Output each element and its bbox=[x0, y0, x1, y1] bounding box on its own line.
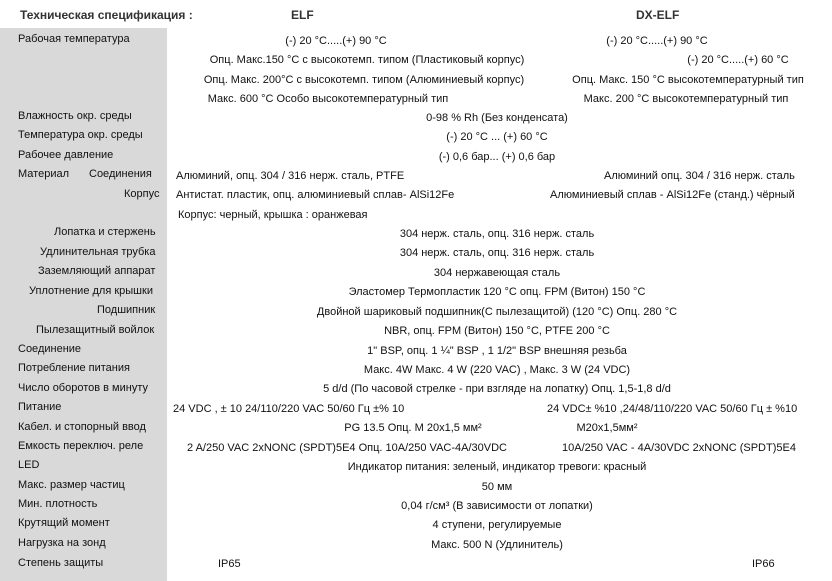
value-temp-elf-3: Опц. Макс. 200°C с высокотемп. типом (Алюминиевый корпус) bbox=[203, 74, 525, 86]
label-humidity: Влажность окр. среды bbox=[18, 110, 132, 122]
label-probe-load: Нагрузка на зонд bbox=[18, 537, 106, 549]
value-temp-dx-4: Макс. 200 °C высокотемпературный тип bbox=[583, 93, 789, 105]
value-temp-elf-1: (-) 20 °C.....(+) 90 °C bbox=[285, 35, 387, 47]
label-material: Материал bbox=[18, 168, 69, 180]
value-power-elf: 24 VDC , ± 10 24/110/220 VAC 50/60 Гц ±% 10 bbox=[173, 403, 405, 415]
value-connections-elf: Алюминий, опц. 304 / 316 нерж. сталь, PTFE bbox=[176, 170, 405, 182]
label-operating-pressure: Рабочее давление bbox=[18, 149, 114, 161]
value-min-density: 0,04 г/см³ (В зависимости от лопатки) bbox=[401, 500, 593, 512]
value-blade-shaft: 304 нерж. сталь, опц. 316 нерж. сталь bbox=[399, 228, 595, 240]
label-relay: Емкость переключ. реле bbox=[18, 440, 144, 452]
value-cable-elf: PG 13.5 Опц. M 20x1,5 мм² bbox=[344, 422, 482, 434]
value-temp-dx-3: Опц. Макс. 150 °C высокотемпературный тип bbox=[572, 74, 804, 86]
value-operating-pressure: (-) 0,6 бар... (+) 0,6 бар bbox=[438, 151, 556, 163]
value-housing-elf-color: Корпус: черный, крышка : оранжевая bbox=[178, 209, 368, 221]
column-header-elf: ELF bbox=[291, 8, 314, 22]
value-relay-elf: 2 A/250 VAC 2xNONC (SPDT)5E4 Опц. 10A/250 VAC-4A/30VDC bbox=[187, 442, 507, 454]
value-connections-dx: Алюминий опц. 304 / 316 нерж. сталь bbox=[604, 170, 795, 182]
value-grounding: 304 нержавеющая сталь bbox=[433, 267, 561, 279]
label-bearing: Подшипник bbox=[97, 304, 156, 316]
value-temp-dx-2: (-) 20 °C.....(+) 60 °C bbox=[687, 54, 789, 66]
label-blade-shaft: Лопатка и стержень bbox=[54, 226, 156, 238]
label-lid-seal: Уплотнение для крышки bbox=[29, 285, 153, 297]
label-torque: Крутящий момент bbox=[18, 517, 110, 529]
label-grounding: Заземляющий аппарат bbox=[38, 265, 156, 277]
label-connection: Соединение bbox=[18, 343, 82, 355]
value-power-consumption: Макс. 4W Макс. 4 W (220 VAC) , Макс. 3 W (24 VDC) bbox=[363, 364, 631, 376]
label-housing: Корпус bbox=[124, 188, 160, 200]
label-power-consumption: Потребление питания bbox=[18, 362, 130, 374]
value-protection-dx: IP66 bbox=[752, 558, 775, 570]
value-led: Индикатор питания: зеленый, индикатор тревоги: красный bbox=[347, 461, 647, 473]
value-dust-seal: NBR, опц. FPM (Витон) 150 °C, PTFE 200 °C bbox=[384, 325, 610, 337]
label-power: Питание bbox=[18, 401, 62, 413]
value-temp-elf-4: Макс. 600 °C Особо высокотемпературный тип bbox=[207, 93, 449, 105]
value-extension-tube: 304 нерж. сталь, опц. 316 нерж. сталь bbox=[399, 247, 595, 259]
value-lid-seal: Эластомер Термопластик 120 °C опц. FPM (Витон) 150 °C bbox=[348, 286, 646, 298]
value-cable-dx: M20x1,5мм² bbox=[576, 422, 638, 434]
spec-title: Техническая спецификация : bbox=[20, 8, 193, 22]
value-temp-elf-2: Опц. Макс.150 °C с высокотемп. типом (Пластиковый корпус) bbox=[209, 54, 525, 66]
value-particle-size: 50 мм bbox=[481, 481, 513, 493]
value-relay-dx: 10A/250 VAC - 4A/30VDC 2xNONC (SPDT)5E4 bbox=[562, 442, 796, 454]
value-bearing: Двойной шариковый подшипник(С пылезащитой) (120 °C) Опц. 280 °C bbox=[316, 306, 678, 318]
value-ambient-temperature: (-) 20 °C ... (+) 60 °C bbox=[446, 131, 548, 143]
value-humidity: 0-98 % Rh (Без конденсата) bbox=[426, 112, 568, 124]
value-power-dx: 24 VDC± %10 ,24/48/110/220 VAC 50/60 Гц ± %10 bbox=[547, 403, 798, 415]
label-led: LED bbox=[18, 459, 40, 471]
label-connections: Соединения bbox=[89, 168, 152, 180]
value-connection: 1" BSP, опц. 1 ¼" BSP , 1 1/2" BSP внешняя резьба bbox=[367, 345, 627, 357]
label-operating-temperature: Рабочая температура bbox=[18, 33, 130, 45]
value-housing-dx: Алюминиевый сплав - AlSi12Fe (станд.) чёрный bbox=[550, 189, 795, 201]
value-rpm: 5 d/d (По часовой стрелке - при взгляде на лопатку) Опц. 1,5-1,8 d/d bbox=[323, 383, 671, 395]
value-protection-elf: IP65 bbox=[218, 558, 241, 570]
column-header-dx-elf: DX-ELF bbox=[636, 8, 680, 22]
label-particle-size: Макс. размер частиц bbox=[18, 479, 125, 491]
label-min-density: Мин. плотность bbox=[18, 498, 98, 510]
value-housing-elf: Антистат. пластик, опц. алюминиевый сплав- AlSi12Fe bbox=[176, 189, 455, 201]
label-protection: Степень защиты bbox=[18, 557, 104, 569]
label-rpm: Число оборотов в минуту bbox=[18, 382, 148, 394]
label-dust-seal: Пылезащитный войлок bbox=[36, 324, 155, 336]
value-probe-load: Макс. 500 N (Удлинитель) bbox=[431, 539, 563, 551]
value-temp-dx-1: (-) 20 °C.....(+) 90 °C bbox=[606, 35, 708, 47]
value-torque: 4 ступени, регулируемые bbox=[432, 519, 562, 531]
label-ambient-temperature: Температура окр. среды bbox=[18, 129, 143, 141]
label-cable-gland: Кабел. и стопорный ввод bbox=[18, 421, 146, 433]
label-extension-tube: Удлинительная трубка bbox=[40, 246, 156, 258]
